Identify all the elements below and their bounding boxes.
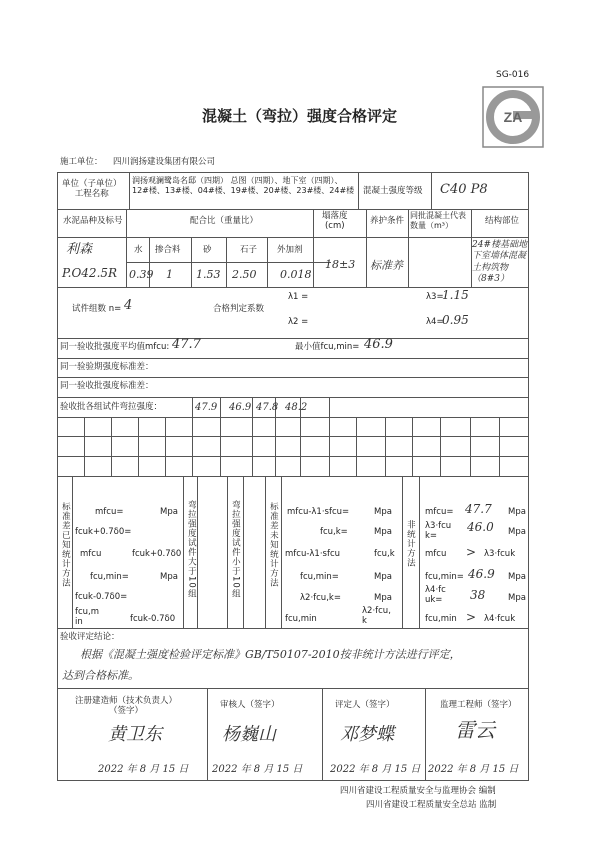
criteria-label: 合格判定系数 [213,304,265,314]
mix-value-additive: 0.018 [280,268,312,281]
test-value: 47.8 [256,402,279,413]
formula: mfcu [425,549,447,559]
lambda3-value: 1.15 [442,288,469,302]
formula: Mpa [374,593,392,603]
mix-value-admixture: 1 [166,268,173,281]
min-label: 最小值fcu,min= [295,342,360,352]
cement-header: 水泥品种及标号 [63,216,123,226]
formula: mfcu [80,549,102,559]
formula: Mpa [160,572,178,582]
tests-label: 验收批各组试件弯拉强度： [60,402,163,412]
form-code: SG-016 [496,70,530,80]
page-title: 混凝土（弯拉）强度合格评定 [202,107,398,125]
association-logo [482,86,544,148]
mix-label-sand: 砂 [203,245,212,255]
formula: λ4·fcuk [484,614,516,624]
conclusion-text-1: 根据《混凝土强度检验评定标准》GB/T50107-2010按非统计方法进行评定， [80,648,461,661]
formula: mfcu= [425,507,454,517]
formula: λ3·fcu k= [425,521,452,542]
logo-letters: ZA [503,109,523,125]
footer-line-1: 四川省建设工程质量安全与监理协会 编制 [340,786,496,796]
concrete-grade-label: 混凝土强度等级 [363,186,423,196]
formula: fcu,k= [320,527,348,537]
construction-unit-label: 施工单位： [60,157,103,167]
supervisor-sign-label: 监理工程师（签字） [440,700,517,710]
formula-value: 46.9 [468,567,495,581]
engineer-sign-date: 2022 年 8 月 15 日 [98,764,189,775]
mix-header: 配合比（重量比） [190,216,259,226]
conclusion-text-2: 达到合格标准。 [62,669,139,682]
method-std-known: 标准差已知统计方法 [60,502,71,588]
engineer-signature: 黄卫东 [108,724,162,745]
lambda4-label: λ4= [426,317,444,327]
project-name-label: 单位（子单位） 工程名称 [62,179,122,200]
formula: Mpa [508,527,526,537]
curing-header: 养护条件 [370,216,405,226]
std-dev-batch-label: 同一验收批强度标准差： [60,381,154,391]
method-lt10: 弯拉强度试件小于10组 [230,500,241,599]
formula: mfcu-λ1·sfcu [285,549,341,559]
formula: Mpa [374,507,392,517]
mix-label-water: 水 [134,245,143,255]
std-dev-period-label: 同一验验期强度标准差： [60,362,154,372]
test-value: 48.2 [285,402,308,413]
formula: Mpa [508,593,526,603]
formula: λ2·fcu, k [362,606,391,627]
cement-grade: P.O42.5R [62,266,118,280]
formula-value: 38 [470,588,486,602]
evaluator-sign-date: 2022 年 8 月 15 日 [330,764,421,775]
formula: Mpa [508,572,526,582]
formula: fcuk-0.7δ0 [130,614,176,624]
formula: fcuk+0.7δ0 [132,549,182,559]
formula: Mpa [374,527,392,537]
cement-brand: 利森 [66,242,93,257]
reviewer-sign-label: 审核人（签字） [220,700,280,710]
construction-unit-value: 四川润扬建设集团有限公司 [113,157,216,167]
footer-line-2: 四川省建设工程质量安全总站 监制 [366,800,497,810]
formula: fcuk-0.7δ0= [75,592,128,602]
structure-header: 结构部位 [485,216,520,226]
lambda4-value: 0.95 [442,313,469,327]
mix-value-stone: 2.50 [232,268,257,281]
evaluator-signature: 邓梦蝶 [340,724,394,745]
formula-compare: > [466,610,477,624]
formula: fcu,min= [300,572,339,582]
average-label: 同一验收批强度平均值mfcu: [60,342,170,352]
formula: λ4·fc uk= [425,585,446,606]
formula: fcuk+0.7δ0= [75,527,132,537]
formula: mfcu-λ1·sfcu= [287,507,350,517]
conclusion-label: 验收评定结论： [60,632,120,642]
formula: fcu,min= [90,572,129,582]
formula: fcu,min [285,614,317,624]
mix-value-sand: 1.53 [196,268,221,281]
reviewer-signature: 杨巍山 [222,724,276,745]
groups-value: 4 [124,298,133,313]
formula: mfcu= [95,507,124,517]
curing-value: 标准养 [370,259,403,272]
concrete-grade-value: C40 P8 [440,182,488,197]
supervisor-signature: 雷云 [455,718,495,742]
formula: λ2·fcu,k= [300,593,341,603]
formula: fcu,min [425,614,457,624]
formula: Mpa [508,507,526,517]
formula: fcu,k [374,549,395,559]
formula: Mpa [374,572,392,582]
slump-header: 塌落度 (cm) [322,211,348,232]
mix-value-water: 0.39 [129,268,154,281]
formula-value: 46.0 [467,520,494,534]
project-name-value: 润扬观澜鹭岛名邸（四期） 总图（四期）、地下室（四期）、12#楼、13#楼、04#楼、19#楼、20#楼、23#楼、24#楼 [132,176,355,195]
supervisor-sign-date: 2022 年 8 月 15 日 [428,764,519,775]
method-gt10: 弯拉强度试件大于10组 [186,500,197,599]
engineer-sign-label: 注册建造师（技术负责人） （签字） [75,696,178,717]
formula: Mpa [160,507,178,517]
mix-label-stone: 石子 [240,245,258,255]
formula: λ3·fcuk [484,549,516,559]
method-std-unknown: 标准差未知统计方法 [268,502,279,588]
reviewer-sign-date: 2022 年 8 月 15 日 [212,764,303,775]
formula-compare: > [466,545,477,559]
test-value: 46.9 [229,402,252,413]
formula: fcu,m in [75,607,100,628]
lambda1-label: λ1 = [288,292,309,302]
structure-value: 24#楼基础地下室墙体混凝土构筑物（8#3） [472,240,527,284]
evaluator-sign-label: 评定人（签字） [335,700,395,710]
slump-value: 18±3 [325,258,356,271]
min-value: 46.9 [364,337,393,352]
method-nonstat: 非统计方法 [405,520,416,568]
mix-label-additive: 外加剂 [277,245,303,255]
mix-label-admixture: 掺合料 [155,245,181,255]
groups-label: 试件组数 n= [72,304,122,314]
lambda3-label: λ3= [426,292,444,302]
test-value: 47.9 [195,402,218,413]
volume-header: 同批混凝土代表 数量（m³） [410,211,466,230]
formula: fcu,min= [425,572,464,582]
average-value: 47.7 [172,337,201,352]
formula-value: 47.7 [465,502,492,516]
lambda2-label: λ2 = [288,317,309,327]
